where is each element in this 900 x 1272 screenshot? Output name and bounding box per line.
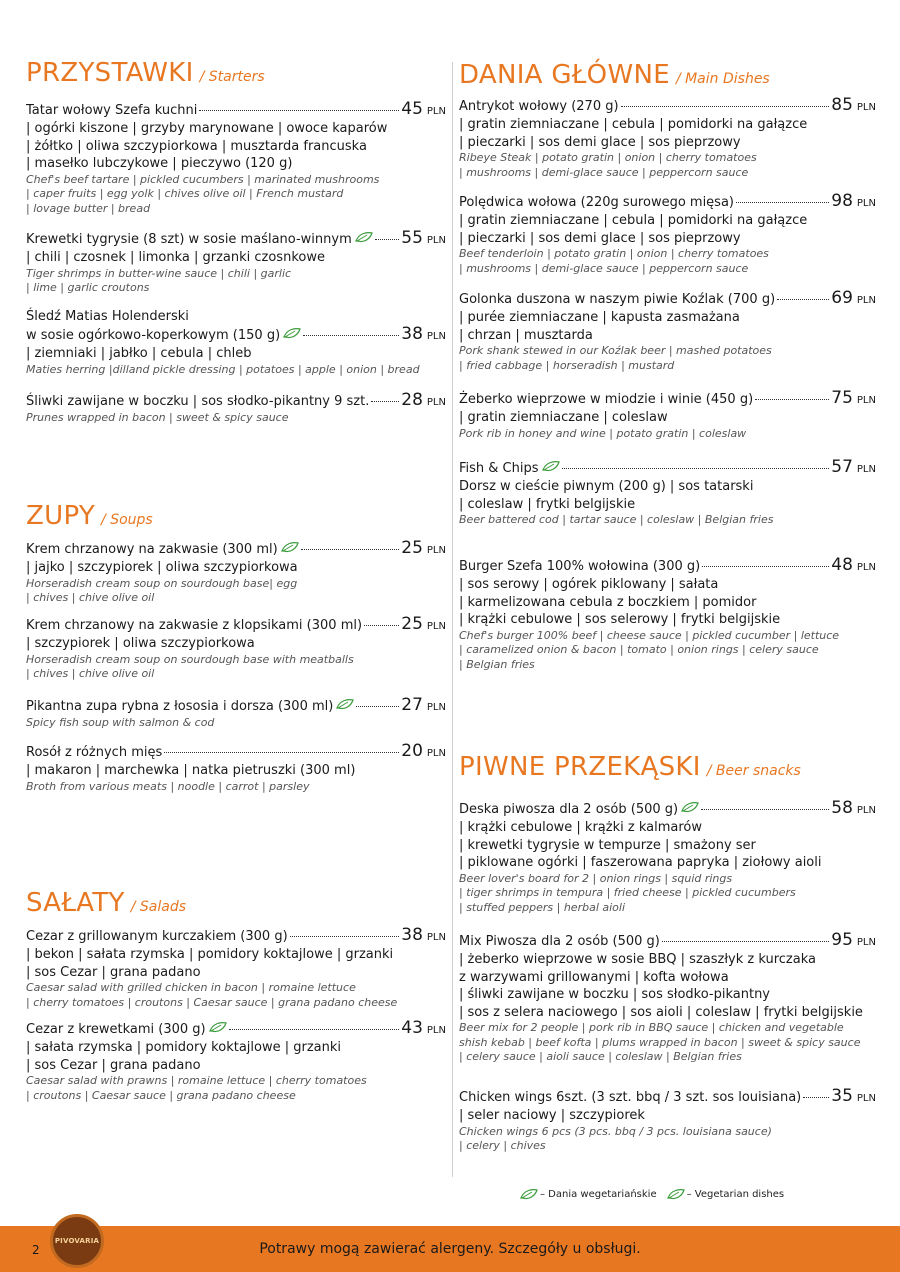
menu-item [459,290,876,373]
dot-leader [303,335,399,336]
menu-item [459,1088,876,1154]
price-unit: PLN [426,545,446,556]
dish-description: | szczypiorek | oliwa szczypiorkowa [26,636,255,651]
price-unit: PLN [856,295,876,306]
pivovaria-logo: PIVOVARIA [50,1214,104,1268]
dish-description-en: Chef's burger 100% beef | cheese sauce | pickled cucumber | lettuce [459,628,840,642]
dish-description-en: | lime | garlic croutons [26,281,150,294]
dish-description-en: Spicy fish soup with salmon & cod [26,716,215,729]
dot-leader [290,936,400,937]
dish-description-en: | caramelized onion & bacon | tomato | onion rings | celery sauce [459,643,819,656]
dish-name: Krem chrzanowy na zakwasie (300 ml) [26,542,278,557]
page-number: 2 [32,1243,40,1257]
leaf-icon [520,1188,538,1200]
dish-description-en: | tiger shrimps in tempura | fried cheese | pickled cucumbers [459,886,796,899]
menu-item-header [26,616,446,635]
dish-name: Burger Szefa 100% wołowina (300 g) [459,559,701,574]
dot-leader [701,809,829,810]
dish-description: | krążki cebulowe | krążki z kalmarów [459,820,702,835]
dot-leader [199,110,399,111]
dish-description: | bekon | sałata rzymska | pomidory koktajlowe | grzanki [26,947,394,962]
dot-leader [702,566,829,567]
price-unit: PLN [856,805,876,816]
dish-description: | ogórki kiszone | grzyby marynowane | owoce kaparów [26,121,388,136]
dish-description-en: | croutons | Caesar sauce | grana padano cheese [26,1088,296,1102]
dish-price: 75 [831,388,853,408]
menu-item [26,697,446,731]
dish-price: 43 [401,1018,423,1038]
menu-item [459,932,876,1065]
menu-item [26,326,446,377]
dot-leader [777,299,829,300]
dish-description: | żółtko | oliwa szczypiorkowa | musztarda francuska [26,138,367,154]
dish-description-en: | Belgian fries [459,657,535,671]
dish-description: | piklowane ogórki | faszerowana papryka | ziołowy aioli [459,855,822,870]
dish-description: | pieczarki | sos demi glace | sos pieprzowy [459,230,741,246]
dish-price: 35 [831,1086,853,1106]
leaf-icon [283,327,301,339]
dish-description-en: | celery sauce | aioli sauce | coleslaw | Belgian fries [459,1050,742,1063]
price-unit: PLN [856,198,876,209]
dish-description-en: Tiger shrimps in butter-wine sauce | chili | garlic [26,266,292,280]
dish-description: | sos z selera naciowego | sos aioli | coleslaw | frytki belgijskie [459,1004,863,1020]
dish-name: Fish & Chips [459,461,539,476]
dish-description-en: | caper fruits | egg yolk | chives olive oil | French mustard [26,187,344,200]
leaf-icon [336,698,354,710]
dish-price: 25 [401,614,423,634]
dot-leader [755,399,829,400]
dish-description-en: Ribeye Steak | potato gratin | onion | cherry tomatoes [459,151,757,164]
dish-description: z warzywami grillowanymi | kofta wołowa [459,969,729,985]
menu-item [459,557,876,672]
dish-description-en: | celery | chives [459,1139,546,1152]
price-unit: PLN [856,937,876,948]
vegetarian-legend: – Dania wegetariańskie – Vegetarian dishes [520,1188,784,1200]
dish-price: 48 [831,555,853,575]
dish-description-en: Prunes wrapped in bacon | sweet & spicy sauce [26,411,289,424]
dish-name: Krewetki tygrysie (8 szt) w sosie maślano-winnym [26,232,352,247]
menu-item-header [459,1088,876,1107]
dish-description: | krewetki tygrysie w tempurze | smażony ser [459,837,756,853]
dish-description: | makaron | marchewka | natka pietruszki (300 ml) [26,763,356,778]
dish-description-en: Maties herring |dilland pickle dressing | potatoes | apple | onion | bread [26,362,420,376]
menu-item [26,101,446,216]
dish-name: Chicken wings 6szt. (3 szt. bbq / 3 szt. sos louisiana) [459,1090,802,1105]
dot-leader [164,752,399,753]
price-unit: PLN [426,932,446,943]
dish-description: | sałata rzymska | pomidory koktajlowe | grzanki [26,1040,342,1055]
section-title-snacks: PIWNE PRZEKĄSKI / Beer snacks [459,752,801,782]
menu-item-header [26,392,446,411]
dish-description-en: Broth from various meats | noodle | carrot | parsley [26,779,310,793]
dish-description-en: Horseradish cream soup on sourdough base with meatballs [26,652,354,666]
dish-description: | masełko lubczykowe | pieczywo (120 g) [26,156,293,171]
dish-description: | żeberko wieprzowe w sosie BBQ | szaszłyk z kurczaka [459,952,816,967]
menu-item-header [459,390,876,409]
dish-name: Antrykot wołowy (270 g) [459,99,619,114]
dish-name: Krem chrzanowy na zakwasie z klopsikami (300 ml) [26,618,363,633]
dot-leader [371,401,399,402]
dish-description-en: | cherry tomatoes | croutons | Caesar sauce | grana padano cheese [26,995,398,1009]
dish-description: | purée ziemniaczane | kapusta zasmażana [459,310,740,325]
menu-item-header [459,557,876,576]
menu-item-header [26,1020,446,1039]
dish-description-en: | chives | chive olive oil [26,667,155,680]
allergen-notice: Potrawy mogą zawierać alergeny. Szczegóły u obsługi. [259,1241,641,1257]
dish-description: | śliwki zawijane w boczku | sos słodko-pikantny [459,987,771,1002]
section-title-salads: SAŁATY / Salads [26,888,187,918]
menu-item-header [459,290,876,309]
dish-description-en: Beer lover's board for 2 | onion rings | squid rings [459,871,733,885]
dish-description: | gratin ziemniaczane | cebula | pomidorki na gałązce [459,117,808,132]
dish-description: | karmelizowana cebula z boczkiem | pomidor [459,594,757,610]
dish-name: Pikantna zupa rybna z łososia i dorsza (300 ml) [26,699,334,714]
dish-description-en: | mushrooms | demi-glace sauce | peppercorn sauce [459,261,749,275]
price-unit: PLN [426,1025,446,1036]
dish-description: | sos Cezar | grana padano [26,964,201,980]
menu-item [26,743,446,794]
menu-item [26,230,446,296]
dish-price: 38 [401,324,423,344]
price-unit: PLN [856,1093,876,1104]
leaf-icon [281,541,299,553]
dot-leader [803,1097,829,1098]
dot-leader [662,941,829,942]
dish-description-en: | stuffed peppers | herbal aioli [459,900,626,914]
dish-name: Cezar z krewetkami (300 g) [26,1022,206,1037]
price-unit: PLN [856,395,876,406]
dish-price: 45 [401,99,423,119]
menu-item [26,1020,446,1103]
menu-item-header [459,800,876,819]
leaf-icon [209,1021,227,1033]
price-unit: PLN [856,562,876,573]
dish-description: | pieczarki | sos demi glace | sos pieprzowy [459,134,741,150]
menu-item-header [26,309,446,325]
menu-item-header [459,193,876,212]
dish-description-en: Beer mix for 2 people | pork rib in BBQ sauce | chicken and vegetable [459,1021,844,1034]
leaf-icon [355,231,373,243]
price-unit: PLN [426,748,446,759]
dish-description-en: Caesar salad with prawns | romaine lettuce | cherry tomatoes [26,1074,367,1087]
dish-description-en: Beef tenderloin | potato gratin | onion | cherry tomatoes [459,247,769,260]
leaf-icon [681,801,699,813]
price-unit: PLN [856,464,876,475]
dish-price: 69 [831,288,853,308]
menu-item-header [26,743,446,762]
menu-item-header [459,459,876,478]
menu-item-header [26,101,446,120]
dish-description-en: Chicken wings 6 pcs (3 pcs. bbq / 3 pcs. louisiana sauce) [459,1124,772,1138]
dish-price: 98 [831,191,853,211]
dot-leader [375,239,400,240]
price-unit: PLN [426,702,446,713]
dish-name: Żeberko wieprzowe w miodzie i winie (450 g) [459,392,754,407]
menu-item-header [26,697,446,716]
dot-leader [364,625,399,626]
dish-description-en: Beer battered cod | tartar sauce | coleslaw | Belgian fries [459,513,774,526]
menu-item-header [26,540,446,559]
dish-price: 27 [401,695,423,715]
dish-price: 25 [401,538,423,558]
dot-leader [356,706,399,707]
column-divider [452,62,453,1177]
menu-item [26,616,446,682]
dish-description-en: | lovage butter | bread [26,201,151,215]
menu-item-header [26,927,446,946]
dish-name: Śledź Matias Holenderski [26,309,189,324]
dish-name: w sosie ogórkowo-koperkowym (150 g) [26,328,281,343]
dish-name: Śliwki zawijane w boczku | sos słodko-pikantny 9 szt. [26,394,370,409]
dish-description-en: | mushrooms | demi-glace sauce | peppercorn sauce [459,165,749,179]
price-unit: PLN [426,235,446,246]
section-title-mains: DANIA GŁÓWNE / Main Dishes [459,60,770,90]
menu-item-header [459,97,876,116]
dish-price: 55 [401,228,423,248]
footer-bar [0,1226,900,1272]
dish-description: | sos Cezar | grana padano [26,1057,201,1073]
dot-leader [736,202,829,203]
dish-description: | chrzan | musztarda [459,327,593,343]
dish-price: 95 [831,930,853,950]
menu-item [459,390,876,441]
dish-description: | gratin ziemniaczane | cebula | pomidorki na gałązce [459,213,808,228]
menu-item [459,193,876,276]
dish-price: 85 [831,95,853,115]
dish-name: Rosół z różnych mięs [26,745,163,760]
menu-item [459,97,876,180]
price-unit: PLN [856,102,876,113]
dish-price: 20 [401,741,423,761]
dish-description: | ziemniaki | jabłko | cebula | chleb [26,346,252,361]
dish-name: Golonka duszona w naszym piwie Koźlak (700 g) [459,292,776,307]
dish-description-en: Caesar salad with grilled chicken in bacon | romaine lettuce [26,981,356,994]
dish-price: 58 [831,798,853,818]
dot-leader [621,106,830,107]
leaf-icon [667,1188,685,1200]
menu-item [26,540,446,606]
dish-name: Deska piwosza dla 2 osób (500 g) [459,802,679,817]
dish-description: | krążki cebulowe | sos selerowy | frytki belgijskie [459,612,781,627]
dish-name: Polędwica wołowa (220g surowego mięsa) [459,195,734,210]
dish-description: | gratin ziemniaczane | coleslaw [459,410,668,425]
dish-description-en: | chives | chive olive oil [26,591,155,604]
price-unit: PLN [426,397,446,408]
dish-price: 38 [401,925,423,945]
dish-description: Dorsz w cieście piwnym (200 g) | sos tatarski [459,479,754,494]
menu-item [26,927,446,1010]
dot-leader [301,549,400,550]
dish-description-en: shish kebab | beef kofta | plums wrapped in bacon | sweet & spicy sauce [459,1035,861,1049]
dish-description: | coleslaw | frytki belgijskie [459,496,636,512]
section-title-starters: PRZYSTAWKI / Starters [26,58,265,88]
section-title-soups: ZUPY / Soups [26,501,153,531]
dish-name: Mix Piwosza dla 2 osób (500 g) [459,934,660,949]
menu-item [459,800,876,915]
leaf-icon [542,460,560,472]
dish-description-en: Pork shank stewed in our Koźlak beer | mashed potatoes [459,344,772,357]
dish-name: Tatar wołowy Szefa kuchni [26,103,198,118]
dish-price: 57 [831,457,853,477]
dot-leader [229,1029,400,1030]
menu-item [459,459,876,528]
menu-item-header [459,932,876,951]
dish-description-en: Pork rib in honey and wine | potato gratin | coleslaw [459,426,747,440]
price-unit: PLN [426,106,446,117]
dish-description-en: Chef's beef tartare | pickled cucumbers | marinated mushrooms [26,172,380,186]
dish-price: 28 [401,390,423,410]
price-unit: PLN [426,331,446,342]
dish-name: Cezar z grillowanym kurczakiem (300 g) [26,929,288,944]
dish-description: | jajko | szczypiorek | oliwa szczypiorkowa [26,560,298,575]
dot-leader [562,468,830,469]
dish-description: | sos serowy | ogórek piklowany | sałata [459,577,719,592]
dish-description-en: Horseradish cream soup on sourdough base| egg [26,576,298,590]
dish-description: | seler naciowy | szczypiorek [459,1108,645,1123]
price-unit: PLN [426,621,446,632]
menu-item-header [26,326,446,345]
dish-description: | chili | czosnek | limonka | grzanki czosnkowe [26,250,325,265]
menu-item [26,309,446,325]
menu-item-header [26,230,446,249]
menu-item [26,392,446,426]
dish-description-en: | fried cabbage | horseradish | mustard [459,358,675,372]
